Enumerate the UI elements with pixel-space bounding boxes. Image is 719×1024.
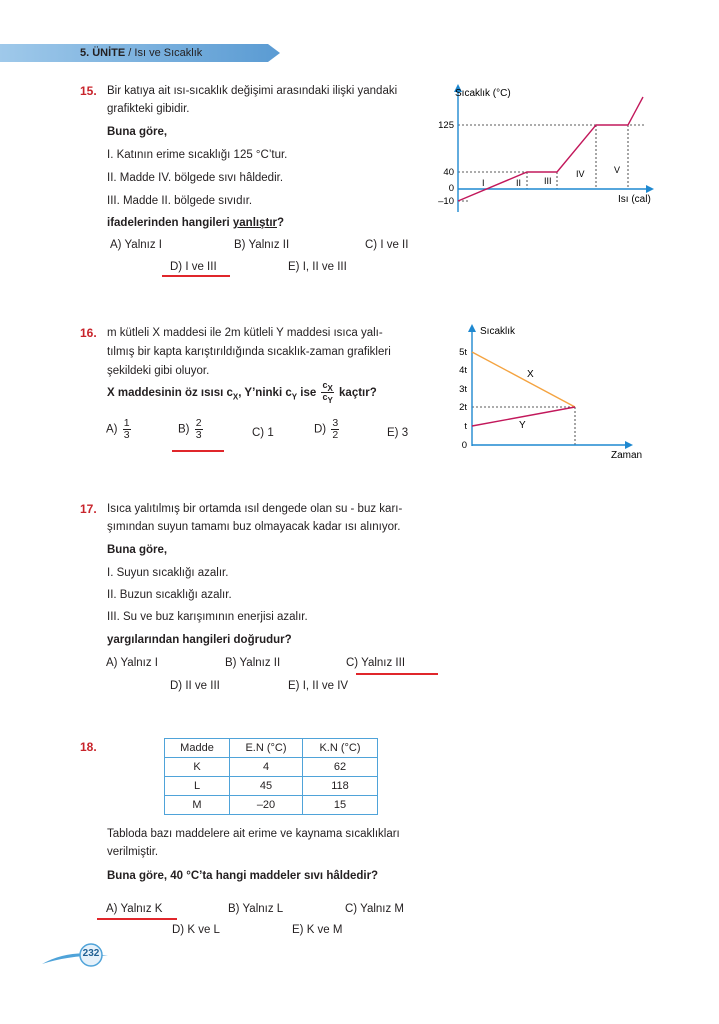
q17-item-2: II. Buzun sıcaklığı azalır. <box>107 589 232 601</box>
q16-text-line1: m kütleli X maddesi ile 2m kütleli Y maddesi ısıca yalı- <box>107 327 383 339</box>
q16-option-d-num: 3 <box>332 417 339 429</box>
table-header-cell: Madde <box>165 739 230 758</box>
q15-item-3: III. Madde II. bölgede sıvıdır. <box>107 195 253 207</box>
q15-lead: Buna göre, <box>107 126 168 138</box>
q15-option-e[interactable]: E) I, II ve III <box>288 261 347 273</box>
q15-question-pre: ifadelerinden hangileri <box>107 217 233 229</box>
q18-option-c[interactable]: C) Yalnız M <box>345 903 405 915</box>
table-cell: 45 <box>230 777 303 796</box>
q17-item-1: I. Suyun sıcaklığı azalır. <box>107 567 229 579</box>
q16-question-part4: kaçtır? <box>335 387 377 399</box>
q17-option-a[interactable]: A) Yalnız I <box>106 657 158 669</box>
q15-item-1: I. Katının erime sıcaklığı 125 °C’tur. <box>107 149 288 161</box>
q17-option-e[interactable]: E) I, II ve IV <box>288 680 349 692</box>
q15-answer-mark <box>162 275 230 277</box>
q15-tick-minus10: –10 <box>438 196 454 207</box>
q15-text-line1: Bir katıya ait ısı-sıcaklık değişimi arasındaki ilişki yandaki <box>107 85 398 97</box>
q15-text-line2: grafikteki gibidir. <box>107 103 190 115</box>
q15-question <box>107 216 284 230</box>
table-cell: 4 <box>230 758 303 777</box>
q15-region-2: II <box>516 178 522 188</box>
q16-number: 16. <box>80 326 97 340</box>
q16-tick-t: t <box>464 421 467 432</box>
q16-y-arrow <box>468 324 476 332</box>
table-row <box>165 796 378 815</box>
q16-tick-4t: 4t <box>459 365 467 376</box>
table-cell: 118 <box>303 777 378 796</box>
q16-option-b-den: 3 <box>195 429 202 441</box>
q17-text-line1: Isıca yalıtılmış bir ortamda ısıl dengede olan su - buz karı- <box>107 503 403 515</box>
q17-answer-mark <box>356 673 438 675</box>
q16-question-part3: ise <box>297 387 320 399</box>
q16-tick-0: 0 <box>461 440 467 451</box>
header-title <box>80 46 202 60</box>
q18-table <box>164 738 378 815</box>
q16-x-arrow <box>625 441 633 449</box>
q15-xlabel: Isı (cal) <box>618 194 651 205</box>
unit-label: 5. ÜNİTE <box>80 47 126 59</box>
q17-item-3: III. Su ve buz karışımının enerjisi azalır. <box>107 611 308 623</box>
q18-option-b[interactable]: B) Yalnız L <box>228 903 284 915</box>
q17-text-line2: şımından suyun tamamı buz olmayacak kadar ısı alınıyor. <box>107 521 401 533</box>
table-row <box>165 758 378 777</box>
q15-chart <box>420 80 660 220</box>
q17-number: 17. <box>80 502 97 516</box>
q16-ratio-num: c <box>322 379 328 390</box>
q16-option-e-value: 3 <box>401 427 409 439</box>
q16-sub-y: Y <box>291 392 298 402</box>
q16-option-d[interactable] <box>314 418 341 441</box>
page-number: 232 <box>82 948 100 959</box>
topic-label: / Isı ve Sıcaklık <box>125 47 203 59</box>
q16-option-d-den: 2 <box>332 429 339 441</box>
q18-number: 18. <box>80 740 97 754</box>
q15-x-arrow <box>646 185 654 193</box>
q16-text-line2: tılmış bir kapta karıştırıldığında sıcaklık-zaman grafikleri <box>107 346 391 358</box>
q16-ratio-num-sub: X <box>327 383 333 393</box>
q16-option-b-frac <box>195 418 203 441</box>
q16-option-a-frac <box>123 418 131 441</box>
q15-number: 15. <box>80 84 97 98</box>
q15-region-4: IV <box>576 169 585 179</box>
table-row <box>165 777 378 796</box>
q16-ratio-den-sub: Y <box>327 396 333 406</box>
q16-option-b[interactable] <box>178 418 205 441</box>
q16-option-c[interactable] <box>252 426 274 440</box>
q18-answer-mark <box>97 918 177 920</box>
q16-tick-5t: 5t <box>459 347 467 358</box>
q16-option-c-value: 1 <box>267 427 274 439</box>
q15-region-3: III <box>544 176 552 186</box>
q15-region-1: I <box>482 178 485 188</box>
q15-question-key: yanlıştır <box>232 217 277 229</box>
q16-question <box>107 380 377 410</box>
q16-tick-3t: 3t <box>459 384 467 395</box>
table-cell: K <box>165 758 230 777</box>
q16-text-line3: şekildeki gibi oluyor. <box>107 365 210 377</box>
q16-chart <box>445 318 665 463</box>
q17-question: yargılarından hangileri doğrudur? <box>107 634 292 646</box>
q15-option-c[interactable]: C) I ve II <box>365 239 409 251</box>
q16-option-a[interactable] <box>106 418 133 441</box>
q16-option-a-num: 1 <box>123 417 130 429</box>
table-cell: L <box>165 777 230 796</box>
q16-series-x-line <box>472 352 575 407</box>
q16-option-d-label: D) <box>314 423 327 436</box>
q15-ylabel: Sıcaklık (°C) <box>455 88 511 99</box>
q16-option-a-label: A) <box>106 423 118 436</box>
q15-option-b[interactable]: B) Yalnız II <box>234 239 290 251</box>
q17-option-d[interactable]: D) II ve III <box>170 680 220 692</box>
table-header-row <box>165 739 378 758</box>
q15-item-2: II. Madde IV. bölgede sıvı hâldedir. <box>107 172 284 184</box>
q16-question-part1: X maddesinin öz ısısı c <box>107 387 233 399</box>
table-header-cell: E.N (°C) <box>230 739 303 758</box>
q16-option-b-num: 2 <box>195 417 202 429</box>
q15-region-5: V <box>614 165 621 175</box>
q16-series-y-label: Y <box>519 420 526 431</box>
q16-option-a-den: 3 <box>123 429 130 441</box>
q16-option-b-label: B) <box>178 423 190 436</box>
q15-tick-40: 40 <box>443 167 454 178</box>
q17-option-c[interactable]: C) Yalnız III <box>346 657 406 669</box>
table-cell: M <box>165 796 230 815</box>
q18-option-e[interactable]: E) K ve M <box>292 924 343 936</box>
q18-question: Buna göre, 40 °C’ta hangi maddeler sıvı hâldedir? <box>107 870 379 882</box>
q15-tick-0: 0 <box>448 183 454 194</box>
q18-text-line2: verilmiştir. <box>107 846 159 858</box>
table-cell: –20 <box>230 796 303 815</box>
q16-option-e-label: E) <box>387 427 399 439</box>
q16-sub-x: X <box>232 392 239 402</box>
q18-text-line1: Tabloda bazı maddelere ait erime ve kaynama sıcaklıkları <box>107 828 400 840</box>
q16-answer-mark <box>172 450 224 452</box>
q15-question-post: ? <box>277 217 285 229</box>
q16-ratio <box>321 381 333 406</box>
q16-question-part2: , Y’ninki c <box>238 387 292 399</box>
q15-option-a[interactable]: A) Yalnız I <box>110 239 162 251</box>
q16-xlabel: Zaman <box>611 450 643 461</box>
q15-tick-125: 125 <box>438 120 454 131</box>
table-cell: 62 <box>303 758 378 777</box>
q18-option-a[interactable]: A) Yalnız K <box>106 903 163 915</box>
q17-lead: Buna göre, <box>107 544 168 556</box>
q16-option-e[interactable] <box>387 426 408 440</box>
q16-ylabel: Sıcaklık <box>480 326 516 337</box>
table-cell: 15 <box>303 796 378 815</box>
q16-option-c-label: C) <box>252 427 265 439</box>
q16-ratio-den: c <box>322 392 328 403</box>
q15-option-d[interactable]: D) I ve III <box>170 261 217 273</box>
q17-option-b[interactable]: B) Yalnız II <box>225 657 281 669</box>
q16-tick-2t: 2t <box>459 402 467 413</box>
q16-option-d-frac <box>331 418 339 441</box>
q16-series-x-label: X <box>527 369 534 380</box>
q18-option-d[interactable]: D) K ve L <box>172 924 220 936</box>
table-header-cell: K.N (°C) <box>303 739 378 758</box>
